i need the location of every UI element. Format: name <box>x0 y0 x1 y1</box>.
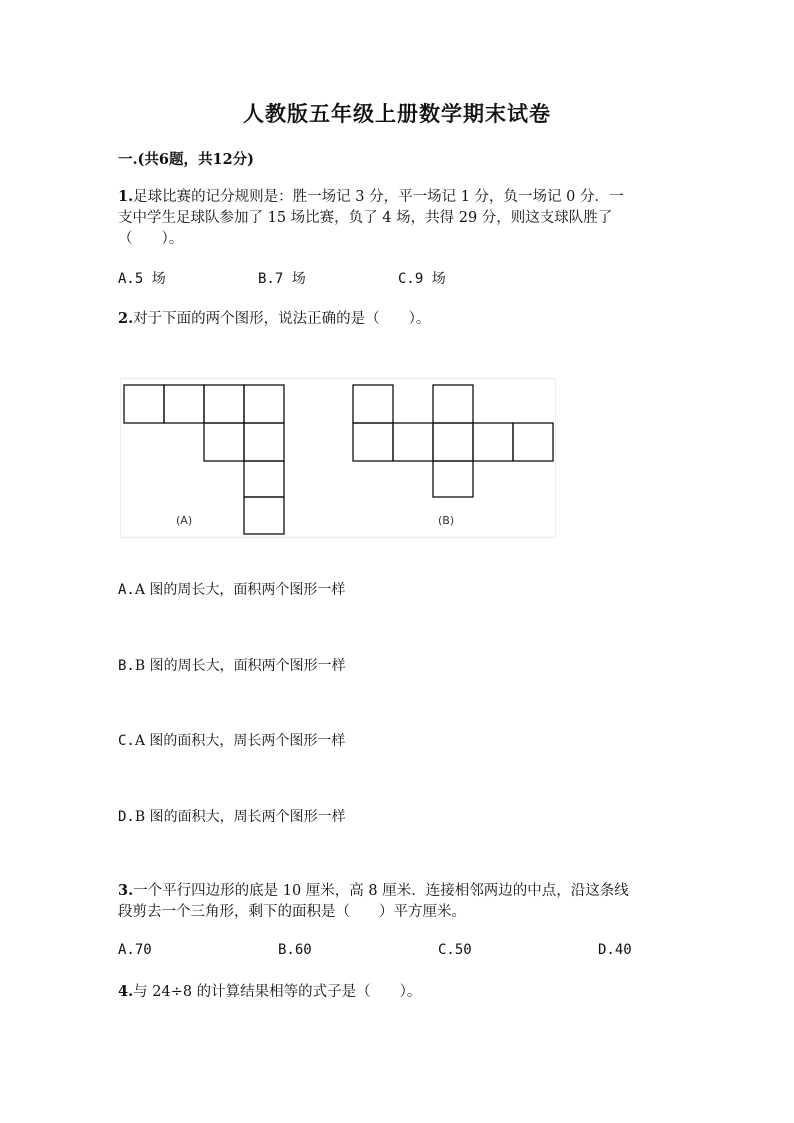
grid-square <box>204 385 244 423</box>
question-2 <box>118 308 678 330</box>
question-number: 3. <box>118 882 134 899</box>
question-number: 2. <box>118 310 134 327</box>
grid-square <box>473 423 513 461</box>
question-text-line: 与 24÷8 的计算结果相等的式子是（ ）。 <box>133 984 422 1000</box>
question-text-line: 支中学生足球队参加了 15 场比赛，负了 4 场，共得 29 分，则这支球队胜了 <box>118 210 613 226</box>
option-b: B.7 场 <box>258 271 306 287</box>
figure-a <box>124 385 284 534</box>
question-text-line: 一个平行四边形的底是 10 厘米，高 8 厘米．连接相邻两边的中点，沿这条线 <box>133 883 629 899</box>
option-c: C.50 <box>438 942 472 958</box>
grid-square <box>204 423 244 461</box>
option-a: A.5 场 <box>118 271 166 287</box>
grid-square <box>164 385 204 423</box>
question-number: 1. <box>118 188 134 205</box>
grid-square <box>244 423 284 461</box>
question-4 <box>118 981 678 1003</box>
grid-square <box>433 385 473 423</box>
question-3 <box>118 880 678 923</box>
grid-square <box>353 423 393 461</box>
grid-square <box>244 497 284 534</box>
option-b: B.B 图的周长大，面积两个图形一样 <box>118 658 346 674</box>
option-b: B.60 <box>278 942 312 958</box>
option-d: D.B 图的面积大，周长两个图形一样 <box>118 809 346 825</box>
option-c: C.A 图的面积大，周长两个图形一样 <box>118 733 346 749</box>
grid-square <box>393 423 433 461</box>
question-text-line: 段剪去一个三角形，剩下的面积是（ ）平方厘米。 <box>118 904 466 920</box>
page-title: 人教版五年级上册数学期末试卷 <box>243 101 551 126</box>
question-text-line: （ ）。 <box>118 231 184 247</box>
section-heading: 一.(共6题，共12分) <box>118 151 255 168</box>
figure-b <box>353 385 553 497</box>
grid-square <box>124 385 164 423</box>
question-number: 4. <box>118 983 134 1000</box>
grid-square <box>433 423 473 461</box>
grid-square <box>353 385 393 423</box>
figure-label-b: (B) <box>438 514 455 527</box>
grid-square <box>244 461 284 497</box>
question-text-line: 足球比赛的记分规则是：胜一场记 3 分，平一场记 1 分，负一场记 0 分．一 <box>133 189 624 205</box>
grid-square <box>433 461 473 497</box>
grid-square <box>513 423 553 461</box>
option-c: C.9 场 <box>398 271 446 287</box>
question-1 <box>118 186 678 250</box>
grid-figures <box>120 378 556 538</box>
option-a: A.70 <box>118 942 152 958</box>
figure-label-a: (A) <box>176 514 193 527</box>
grid-square <box>244 385 284 423</box>
option-d: D.40 <box>598 942 632 958</box>
option-a: A.A 图的周长大，面积两个图形一样 <box>118 582 346 598</box>
question-text-line: 对于下面的两个图形，说法正确的是（ ）。 <box>133 311 431 327</box>
